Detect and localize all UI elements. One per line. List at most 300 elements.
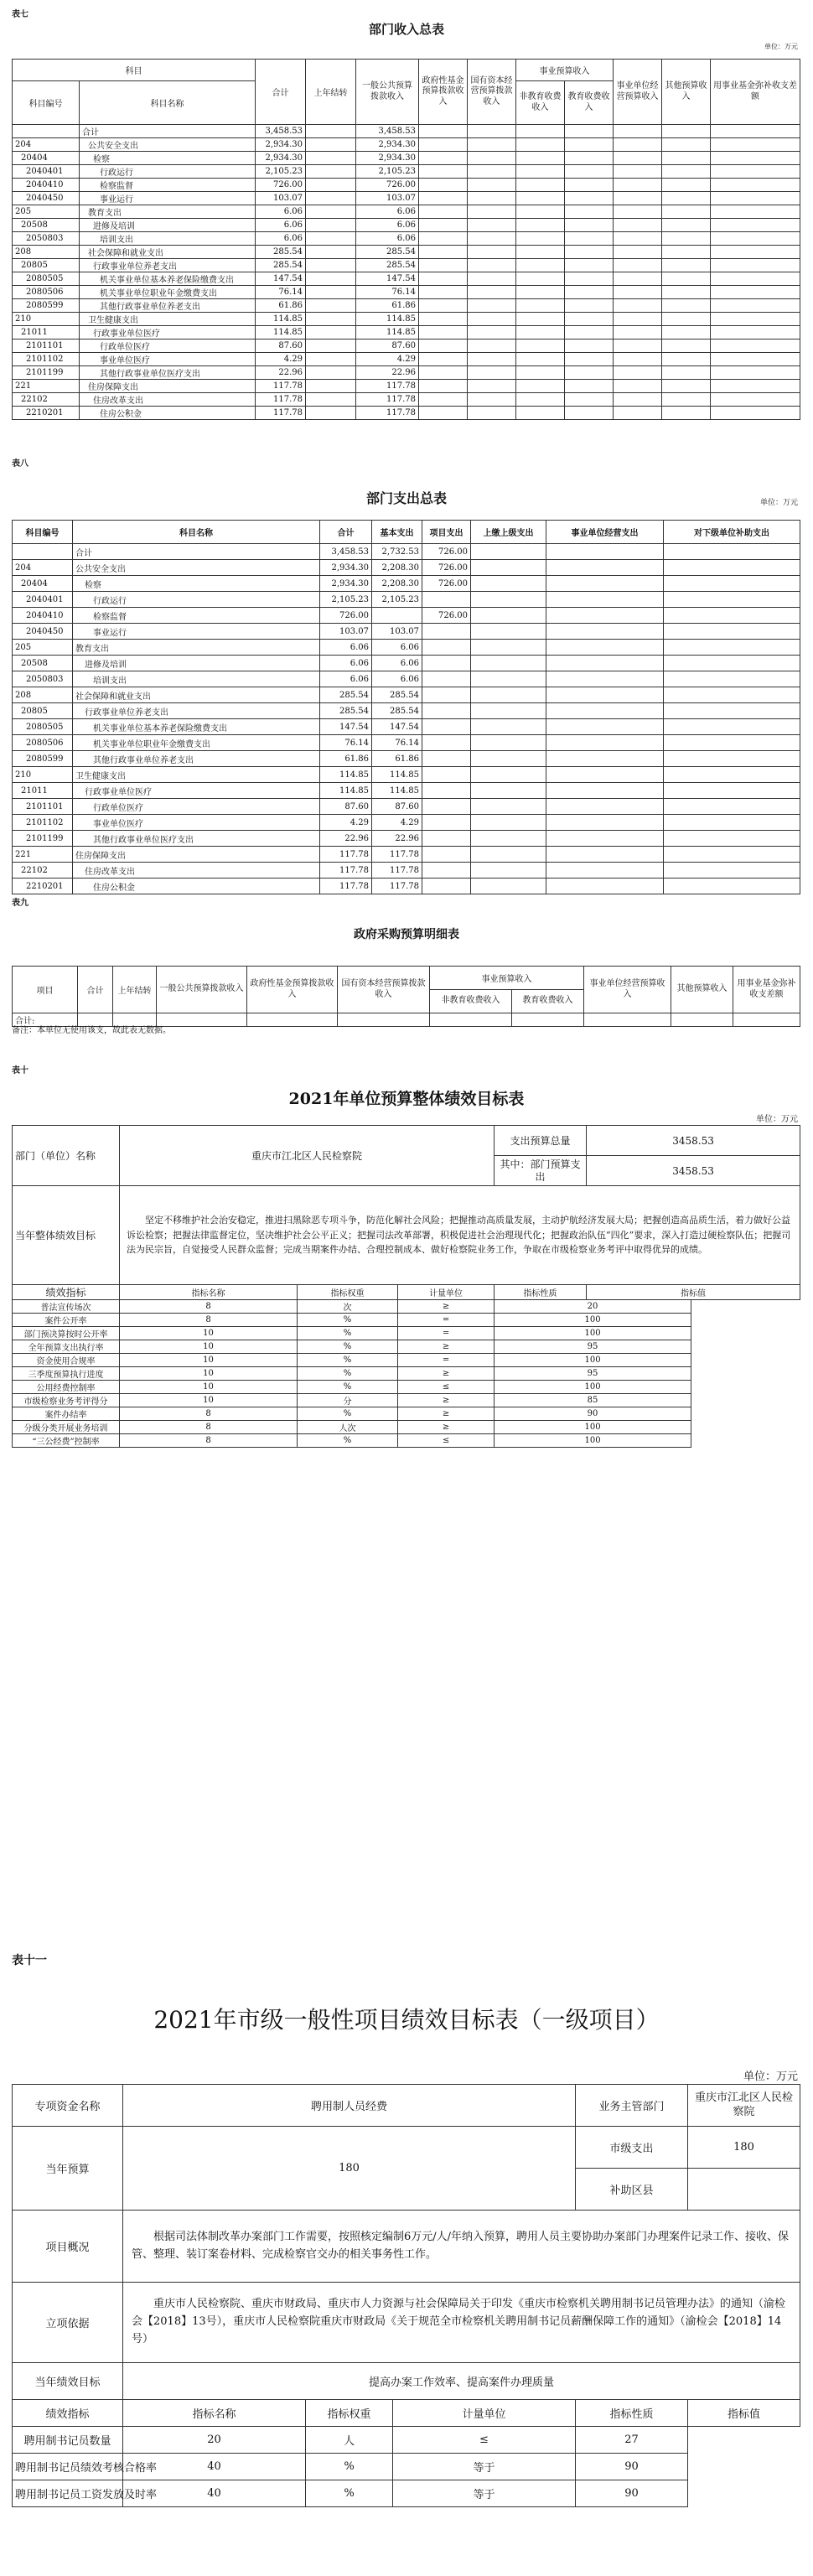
empty-cell bbox=[711, 286, 800, 299]
subject-name: 事业运行 bbox=[73, 624, 320, 640]
col-code: 科目编号 bbox=[13, 521, 73, 544]
subject-code: 2040410 bbox=[13, 608, 73, 624]
empty-cell bbox=[468, 272, 516, 286]
total-cell: 117.78 bbox=[256, 380, 306, 393]
total-cell: 117.78 bbox=[256, 407, 306, 420]
basic-cell: 4.29 bbox=[372, 815, 422, 831]
indicator-name: 分级分类开展业务培训 bbox=[13, 1421, 120, 1434]
indicator-nature: = bbox=[398, 1354, 495, 1367]
indicator-unit: % bbox=[306, 2454, 393, 2480]
empty-cell bbox=[419, 299, 468, 313]
subject-code: 2040450 bbox=[13, 624, 73, 640]
unit-op-cell bbox=[546, 799, 664, 815]
lower-cell bbox=[664, 544, 800, 560]
table-row bbox=[13, 366, 800, 380]
general-budget-cell: 87.60 bbox=[356, 339, 419, 353]
project-cell bbox=[422, 863, 471, 879]
empty-cell bbox=[419, 313, 468, 326]
subject-code: 2101102 bbox=[13, 353, 80, 366]
col-indicator-weight: 指标权重 bbox=[298, 1285, 398, 1300]
total-cell: 6.06 bbox=[320, 640, 372, 656]
empty-cell bbox=[468, 246, 516, 259]
general-budget-cell: 726.00 bbox=[356, 179, 419, 192]
col-fund: 政府性基金预算拨款收入 bbox=[247, 967, 338, 1013]
empty-cell bbox=[419, 353, 468, 366]
carry-cell bbox=[306, 393, 356, 407]
empty-cell bbox=[711, 125, 800, 138]
table-row bbox=[13, 272, 800, 286]
empty-cell bbox=[419, 246, 468, 259]
basic-cell: 2,208.30 bbox=[372, 560, 422, 576]
table-row bbox=[13, 1434, 800, 1448]
total-cell: 114.85 bbox=[256, 326, 306, 339]
empty-cell bbox=[614, 219, 662, 232]
empty-cell bbox=[565, 125, 614, 138]
empty-cell bbox=[711, 339, 800, 353]
unit-op-cell bbox=[546, 608, 664, 624]
col-cause-a: 非教育收费收入 bbox=[516, 81, 565, 125]
upper-cell bbox=[471, 799, 546, 815]
indicator-name: 聘用制书记员工资发放及时率 bbox=[13, 2480, 123, 2507]
indicator-nature: ≥ bbox=[398, 1421, 495, 1434]
subject-name: 其他行政事业单位养老支出 bbox=[80, 299, 256, 313]
empty-cell bbox=[614, 286, 662, 299]
indicator-nature: ≥ bbox=[398, 1367, 495, 1381]
subject-name: 检察 bbox=[73, 576, 320, 592]
unit-op-cell bbox=[546, 671, 664, 687]
subject-name: 机关事业单位基本养老保险缴费支出 bbox=[73, 719, 320, 735]
col-indicator-nature: 指标性质 bbox=[495, 1285, 587, 1300]
project-cell bbox=[422, 783, 471, 799]
empty-cell bbox=[516, 353, 565, 366]
lower-cell bbox=[664, 815, 800, 831]
empty-cell bbox=[662, 286, 711, 299]
total-cell: 22.96 bbox=[256, 366, 306, 380]
table-row bbox=[13, 205, 800, 219]
indicator-nature: ≤ bbox=[393, 2427, 576, 2454]
unit-op-cell bbox=[546, 544, 664, 560]
total-cell: 87.60 bbox=[320, 799, 372, 815]
empty-cell bbox=[516, 407, 565, 420]
total-cell: 726.00 bbox=[256, 179, 306, 192]
indicator-value: 85 bbox=[495, 1394, 691, 1407]
empty-cell bbox=[419, 339, 468, 353]
indicator-value: 20 bbox=[495, 1300, 691, 1314]
empty-cell bbox=[662, 246, 711, 259]
subject-code: 2080506 bbox=[13, 735, 73, 751]
empty-cell bbox=[565, 179, 614, 192]
general-budget-cell: 22.96 bbox=[356, 366, 419, 380]
basic-cell: 114.85 bbox=[372, 783, 422, 799]
indicator-unit: % bbox=[298, 1407, 398, 1421]
empty-cell bbox=[614, 339, 662, 353]
subject-name: 行政事业单位医疗 bbox=[80, 326, 256, 339]
empty-cell bbox=[516, 219, 565, 232]
empty-cell bbox=[516, 232, 565, 246]
empty-cell bbox=[662, 272, 711, 286]
empty-cell bbox=[565, 353, 614, 366]
total-cell: 3,458.53 bbox=[256, 125, 306, 138]
subject-name: 住房保障支出 bbox=[73, 847, 320, 863]
subject-code: 2050803 bbox=[13, 232, 80, 246]
table-row bbox=[13, 380, 800, 393]
empty-cell bbox=[614, 380, 662, 393]
subject-code: 2080506 bbox=[13, 286, 80, 299]
indicator-value: 100 bbox=[495, 1381, 691, 1394]
empty-cell bbox=[711, 313, 800, 326]
empty-cell bbox=[419, 232, 468, 246]
upper-cell bbox=[471, 735, 546, 751]
empty-cell bbox=[614, 138, 662, 152]
empty-cell bbox=[711, 272, 800, 286]
empty-cell bbox=[419, 259, 468, 272]
empty-cell bbox=[565, 366, 614, 380]
empty-cell bbox=[711, 179, 800, 192]
col-carry: 上年结转 bbox=[306, 60, 356, 125]
unit-op-cell bbox=[546, 831, 664, 847]
empty-cell bbox=[711, 192, 800, 205]
table-10-label: 表十 bbox=[12, 1066, 28, 1075]
empty-cell bbox=[614, 407, 662, 420]
table-row bbox=[13, 313, 800, 326]
empty-cell bbox=[516, 125, 565, 138]
lower-cell bbox=[664, 783, 800, 799]
subject-code: 20508 bbox=[13, 656, 73, 671]
indicator-name: 部门预决算按时公开率 bbox=[13, 1327, 120, 1340]
table-row bbox=[13, 1314, 800, 1327]
total-cell: 103.07 bbox=[320, 624, 372, 640]
carry-cell bbox=[306, 259, 356, 272]
project-cell bbox=[422, 831, 471, 847]
empty-cell bbox=[614, 313, 662, 326]
overall-goal-text: 坚定不移维护社会治安稳定，推进扫黑除恶专项斗争，防范化解社会风险；把握推动高质量发展，主动护航经济发展大局；把握创造高品质生活，着力做好公益诉讼检察；把握法律监督定位，坚决维护社会公平正义；把握司法改革部署，积极促进社会治理现代化；把握政治队伍“四化”要求，深入打造过硬检察队伍；把握司法为民宗旨，自觉接受人民群众监督；完成当期案件办结、合理控制成本、做好检察院业务工作，争取在市级检察业务考评中取得优异的成绩。 bbox=[120, 1186, 800, 1285]
col-unit-op: 事业单位经营支出 bbox=[546, 521, 664, 544]
empty-cell bbox=[662, 232, 711, 246]
empty-cell bbox=[565, 393, 614, 407]
table-row bbox=[13, 192, 800, 205]
table-10-title: 2021年单位预算整体绩效目标表 bbox=[288, 1090, 525, 1108]
carry-cell bbox=[306, 205, 356, 219]
total-cell: 2,105.23 bbox=[256, 165, 306, 179]
subject-name: 行政事业单位医疗 bbox=[73, 783, 320, 799]
basis-label: 立项依据 bbox=[13, 2283, 123, 2363]
lower-cell bbox=[664, 735, 800, 751]
fund-name-label: 专项资金名称 bbox=[13, 2085, 123, 2127]
general-budget-cell: 2,934.30 bbox=[356, 152, 419, 165]
indicator-name: 案件办结率 bbox=[13, 1407, 120, 1421]
project-goal-text: 提高办案工作效率、提高案件办理质量 bbox=[123, 2363, 800, 2400]
indicator-value: 95 bbox=[495, 1367, 691, 1381]
empty-cell bbox=[419, 366, 468, 380]
indicator-unit: % bbox=[298, 1340, 398, 1354]
empty-cell bbox=[662, 339, 711, 353]
empty-cell bbox=[662, 299, 711, 313]
indicator-name: 市级检察业务考评得分 bbox=[13, 1394, 120, 1407]
empty-cell bbox=[516, 246, 565, 259]
total-cell: 4.29 bbox=[256, 353, 306, 366]
indicator-value: 90 bbox=[495, 1407, 691, 1421]
overview-label: 项目概况 bbox=[13, 2211, 123, 2283]
empty-cell bbox=[516, 152, 565, 165]
total-cell: 2,934.30 bbox=[256, 152, 306, 165]
empty-cell bbox=[468, 219, 516, 232]
indicator-nature: ≥ bbox=[398, 1340, 495, 1354]
indicator-weight: 10 bbox=[120, 1327, 298, 1340]
table-9-label: 表九 bbox=[12, 899, 28, 908]
empty-cell bbox=[662, 313, 711, 326]
carry-cell bbox=[306, 179, 356, 192]
carry-cell bbox=[306, 313, 356, 326]
subject-name: 检察监督 bbox=[80, 179, 256, 192]
total-cell: 22.96 bbox=[320, 831, 372, 847]
empty-cell bbox=[662, 326, 711, 339]
empty-cell bbox=[468, 152, 516, 165]
indicator-nature: ≤ bbox=[398, 1381, 495, 1394]
general-budget-cell: 117.78 bbox=[356, 380, 419, 393]
indicator-unit: % bbox=[298, 1367, 398, 1381]
subject-name: 住房改革支出 bbox=[80, 393, 256, 407]
basic-cell: 6.06 bbox=[372, 640, 422, 656]
empty-cell bbox=[662, 165, 711, 179]
table-8-label: 表八 bbox=[12, 459, 28, 469]
upper-cell bbox=[471, 544, 546, 560]
empty-cell bbox=[711, 380, 800, 393]
empty-cell bbox=[419, 380, 468, 393]
lower-cell bbox=[664, 671, 800, 687]
empty-cell bbox=[468, 353, 516, 366]
lower-cell bbox=[664, 560, 800, 576]
col-name: 科目名称 bbox=[80, 81, 256, 125]
empty-cell bbox=[419, 393, 468, 407]
table-row bbox=[13, 152, 800, 165]
subject-name: 卫生健康支出 bbox=[80, 313, 256, 326]
subject-name: 行政单位医疗 bbox=[73, 799, 320, 815]
upper-cell bbox=[471, 703, 546, 719]
empty-cell bbox=[516, 192, 565, 205]
indicator-name: 普法宣传场次 bbox=[13, 1300, 120, 1314]
total-cell: 6.06 bbox=[256, 205, 306, 219]
empty-cell bbox=[516, 272, 565, 286]
total-cell: 61.86 bbox=[256, 299, 306, 313]
empty-cell bbox=[711, 393, 800, 407]
subject-code: 205 bbox=[13, 640, 73, 656]
indicator-unit: % bbox=[298, 1327, 398, 1340]
lower-cell bbox=[664, 592, 800, 608]
total-row-label: 合计: bbox=[13, 1013, 78, 1027]
upper-cell bbox=[471, 783, 546, 799]
empty-cell bbox=[419, 272, 468, 286]
table-row bbox=[13, 767, 800, 783]
carry-cell bbox=[306, 380, 356, 393]
subject-code: 221 bbox=[13, 847, 73, 863]
indicator-nature: 等于 bbox=[393, 2454, 576, 2480]
empty-cell bbox=[468, 339, 516, 353]
table-row bbox=[13, 751, 800, 767]
table-row bbox=[13, 138, 800, 152]
indicator-weight: 8 bbox=[120, 1314, 298, 1327]
table-row bbox=[13, 544, 800, 560]
col-indicator-weight: 指标权重 bbox=[306, 2400, 393, 2427]
empty-cell bbox=[662, 152, 711, 165]
project-cell bbox=[422, 799, 471, 815]
city-expense-value: 180 bbox=[688, 2127, 800, 2169]
table-row bbox=[13, 393, 800, 407]
unit-op-cell bbox=[546, 751, 664, 767]
empty-cell bbox=[565, 313, 614, 326]
subject-name: 行政运行 bbox=[73, 592, 320, 608]
overall-performance-table bbox=[12, 1125, 800, 1448]
project-cell bbox=[422, 735, 471, 751]
budget-label: 当年预算 bbox=[13, 2127, 123, 2211]
empty-cell bbox=[419, 326, 468, 339]
total-cell: 117.78 bbox=[256, 393, 306, 407]
lower-cell bbox=[664, 640, 800, 656]
table-row bbox=[13, 179, 800, 192]
col-indicator-value: 指标值 bbox=[587, 1285, 800, 1300]
subject-name: 培训支出 bbox=[80, 232, 256, 246]
table-row bbox=[13, 407, 800, 420]
empty-cell bbox=[662, 125, 711, 138]
basic-cell: 22.96 bbox=[372, 831, 422, 847]
col-item: 项目 bbox=[13, 967, 78, 1013]
col-other: 其他预算收入 bbox=[671, 967, 733, 1013]
empty-cell bbox=[516, 393, 565, 407]
upper-cell bbox=[471, 767, 546, 783]
empty-cell bbox=[516, 380, 565, 393]
table-7-unit: 单位：万元 bbox=[764, 43, 798, 50]
empty-cell bbox=[565, 407, 614, 420]
general-budget-cell: 2,934.30 bbox=[356, 138, 419, 152]
indicator-weight: 8 bbox=[120, 1434, 298, 1448]
table-11-label: 表十一 bbox=[12, 1954, 47, 1967]
empty-cell bbox=[468, 138, 516, 152]
fund-name-value: 聘用制人员经费 bbox=[123, 2085, 576, 2127]
subject-name: 事业运行 bbox=[80, 192, 256, 205]
total-cell: 61.86 bbox=[320, 751, 372, 767]
general-budget-cell: 103.07 bbox=[356, 192, 419, 205]
basic-cell: 147.54 bbox=[372, 719, 422, 735]
indicator-unit: 分 bbox=[298, 1394, 398, 1407]
empty-cell bbox=[565, 152, 614, 165]
empty-cell bbox=[614, 393, 662, 407]
budget-total-label: 支出预算总量 bbox=[495, 1126, 587, 1156]
table-10-unit: 单位：万元 bbox=[756, 1115, 798, 1124]
carry-cell bbox=[306, 246, 356, 259]
project-cell: 726.00 bbox=[422, 560, 471, 576]
table-row bbox=[13, 719, 800, 735]
basic-cell: 285.54 bbox=[372, 703, 422, 719]
carry-cell bbox=[306, 192, 356, 205]
unit-op-cell bbox=[546, 640, 664, 656]
col-general: 一般公共预算拨款收入 bbox=[356, 60, 419, 125]
table-row bbox=[13, 326, 800, 339]
subject-code: 210 bbox=[13, 313, 80, 326]
basic-cell: 87.60 bbox=[372, 799, 422, 815]
table-row bbox=[13, 640, 800, 656]
indicator-nature: = bbox=[398, 1327, 495, 1340]
unit-op-cell bbox=[546, 815, 664, 831]
empty-cell bbox=[614, 246, 662, 259]
subject-code: 2210201 bbox=[13, 879, 73, 894]
col-cause-a: 非教育收费收入 bbox=[430, 990, 512, 1013]
subject-code: 2101101 bbox=[13, 339, 80, 353]
unit-op-cell bbox=[546, 767, 664, 783]
carry-cell bbox=[306, 286, 356, 299]
indicator-unit: % bbox=[298, 1381, 398, 1394]
section-table-9 bbox=[0, 889, 813, 1035]
section-table-10 bbox=[0, 1039, 813, 1484]
empty-cell bbox=[614, 326, 662, 339]
unit-op-cell bbox=[546, 735, 664, 751]
unit-op-cell bbox=[546, 624, 664, 640]
indicator-name: 三季度预算执行进度 bbox=[13, 1367, 120, 1381]
table-row bbox=[13, 2454, 800, 2480]
subject-code: 20404 bbox=[13, 576, 73, 592]
lower-cell bbox=[664, 863, 800, 879]
table-row bbox=[13, 815, 800, 831]
table-row bbox=[13, 1394, 800, 1407]
unit-op-cell bbox=[546, 592, 664, 608]
upper-cell bbox=[471, 592, 546, 608]
col-total: 合计 bbox=[320, 521, 372, 544]
empty-cell bbox=[419, 286, 468, 299]
col-unit-op: 事业单位经营预算收入 bbox=[584, 967, 671, 1013]
subject-code: 2040450 bbox=[13, 192, 80, 205]
table-11-unit: 单位：万元 bbox=[743, 2071, 798, 2083]
carry-cell bbox=[306, 232, 356, 246]
basic-cell: 2,208.30 bbox=[372, 576, 422, 592]
subject-name: 教育支出 bbox=[73, 640, 320, 656]
subject-name: 合计 bbox=[73, 544, 320, 560]
total-cell: 76.14 bbox=[320, 735, 372, 751]
empty-cell bbox=[662, 138, 711, 152]
upper-cell bbox=[471, 576, 546, 592]
lower-cell bbox=[664, 608, 800, 624]
subject-name: 进修及培训 bbox=[80, 219, 256, 232]
subject-code: 21011 bbox=[13, 783, 73, 799]
subject-name: 合计 bbox=[80, 125, 256, 138]
indicator-value: 27 bbox=[576, 2427, 688, 2454]
lower-cell bbox=[664, 576, 800, 592]
project-cell: 726.00 bbox=[422, 608, 471, 624]
empty-cell bbox=[711, 353, 800, 366]
subject-code bbox=[13, 125, 80, 138]
empty-cell bbox=[516, 165, 565, 179]
table-row bbox=[13, 165, 800, 179]
table-9-note: 备注：本单位无使用该支，故此表无数据。 bbox=[12, 1026, 171, 1035]
indicator-value: 90 bbox=[576, 2454, 688, 2480]
upper-cell bbox=[471, 687, 546, 703]
col-general: 一般公共预算拨款收入 bbox=[157, 967, 247, 1013]
empty-cell bbox=[711, 246, 800, 259]
district-subsidy-label: 补助区县 bbox=[576, 2169, 688, 2211]
col-balance: 用事业基金弥补收支差额 bbox=[711, 60, 800, 125]
upper-cell bbox=[471, 831, 546, 847]
subject-code: 2040410 bbox=[13, 179, 80, 192]
subject-code: 208 bbox=[13, 687, 73, 703]
empty-cell bbox=[419, 165, 468, 179]
table-row bbox=[13, 2427, 800, 2454]
empty-cell bbox=[516, 138, 565, 152]
col-state: 国有资本经营预算拨款收入 bbox=[468, 60, 516, 125]
empty-cell bbox=[468, 407, 516, 420]
indicator-name: 全年预算支出执行率 bbox=[13, 1340, 120, 1354]
total-cell: 117.78 bbox=[320, 847, 372, 863]
subject-code: 22102 bbox=[13, 863, 73, 879]
general-budget-cell: 6.06 bbox=[356, 205, 419, 219]
table-row bbox=[13, 624, 800, 640]
basic-cell: 2,105.23 bbox=[372, 592, 422, 608]
